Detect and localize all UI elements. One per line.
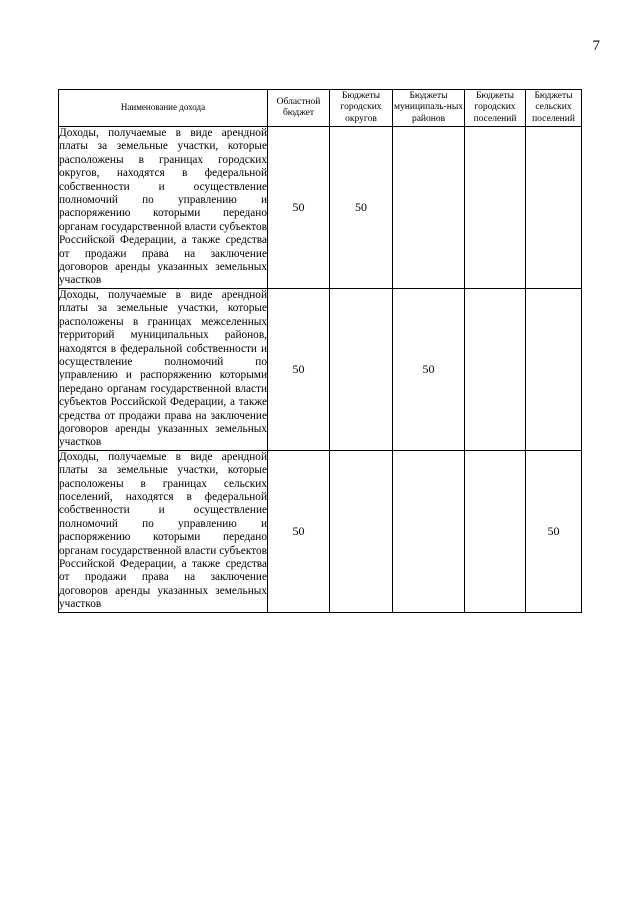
table-row [59,288,582,450]
header-city-districts-budget: Бюджеты городских округов [330,90,393,127]
urban-settlements-cell [465,127,526,289]
header-rural-settlements-budget: Бюджеты сельских поселений [526,90,582,127]
urban-settlements-cell [465,288,526,450]
income-name-cell: Доходы, получаемые в виде арендной платы за земельные участки, которые расположены в границах городских округов, находятся в федеральной собственности и осуществление полномочий по управлению и распоряжению которыми передано органам государственной власти субъектов Российской Федерации, а также средства от продажи права на заключение договоров аренды указанных земельных участков [59,127,267,287]
income-name-cell: Доходы, получаемые в виде арендной платы за земельные участки, которые расположены в границах межселенных территорий муниципальных районов, находятся в федеральной собственности и осуществление полномочий по управлению и распоряжению которыми передано органам государственной власти субъектов Российской Федерации, а также средства от продажи права на заключение договоров аренды указанных земельных участков [59,288,267,449]
header-income-name: Наименование дохода [59,90,268,127]
income-name-cell: Доходы, получаемые в виде арендной платы за земельные участки, которые расположены в границах сельских поселений, находятся в федеральной собственности и осуществление полномочий по управлению и распоряжению которыми передано органам государственной власти субъектов Российской Федерации, а также средства от продажи права на заключение договоров аренды указанных земельных участков [59,450,267,611]
income-distribution-table [58,89,582,613]
municipal-districts-cell [393,450,465,612]
rural-settlements-cell [526,127,582,289]
header-regional-budget: Областной бюджет [268,90,330,127]
page-number: 7 [592,38,600,54]
rural-settlements-cell: 50 [526,450,582,612]
header-urban-settlements-budget: Бюджеты городских поселений [465,90,526,127]
regional-budget-cell: 50 [268,450,330,612]
urban-settlements-cell [465,450,526,612]
regional-budget-cell: 50 [268,288,330,450]
regional-budget-cell: 50 [268,127,330,289]
header-municipal-districts-budget: Бюджеты муниципаль-ных районов [393,90,465,127]
municipal-districts-cell: 50 [393,288,465,450]
city-districts-cell [330,450,393,612]
city-districts-cell [330,288,393,450]
city-districts-cell: 50 [330,127,393,289]
table-row [59,450,582,612]
rural-settlements-cell [526,288,582,450]
table-row [59,127,582,289]
municipal-districts-cell [393,127,465,289]
header-row [59,90,582,127]
